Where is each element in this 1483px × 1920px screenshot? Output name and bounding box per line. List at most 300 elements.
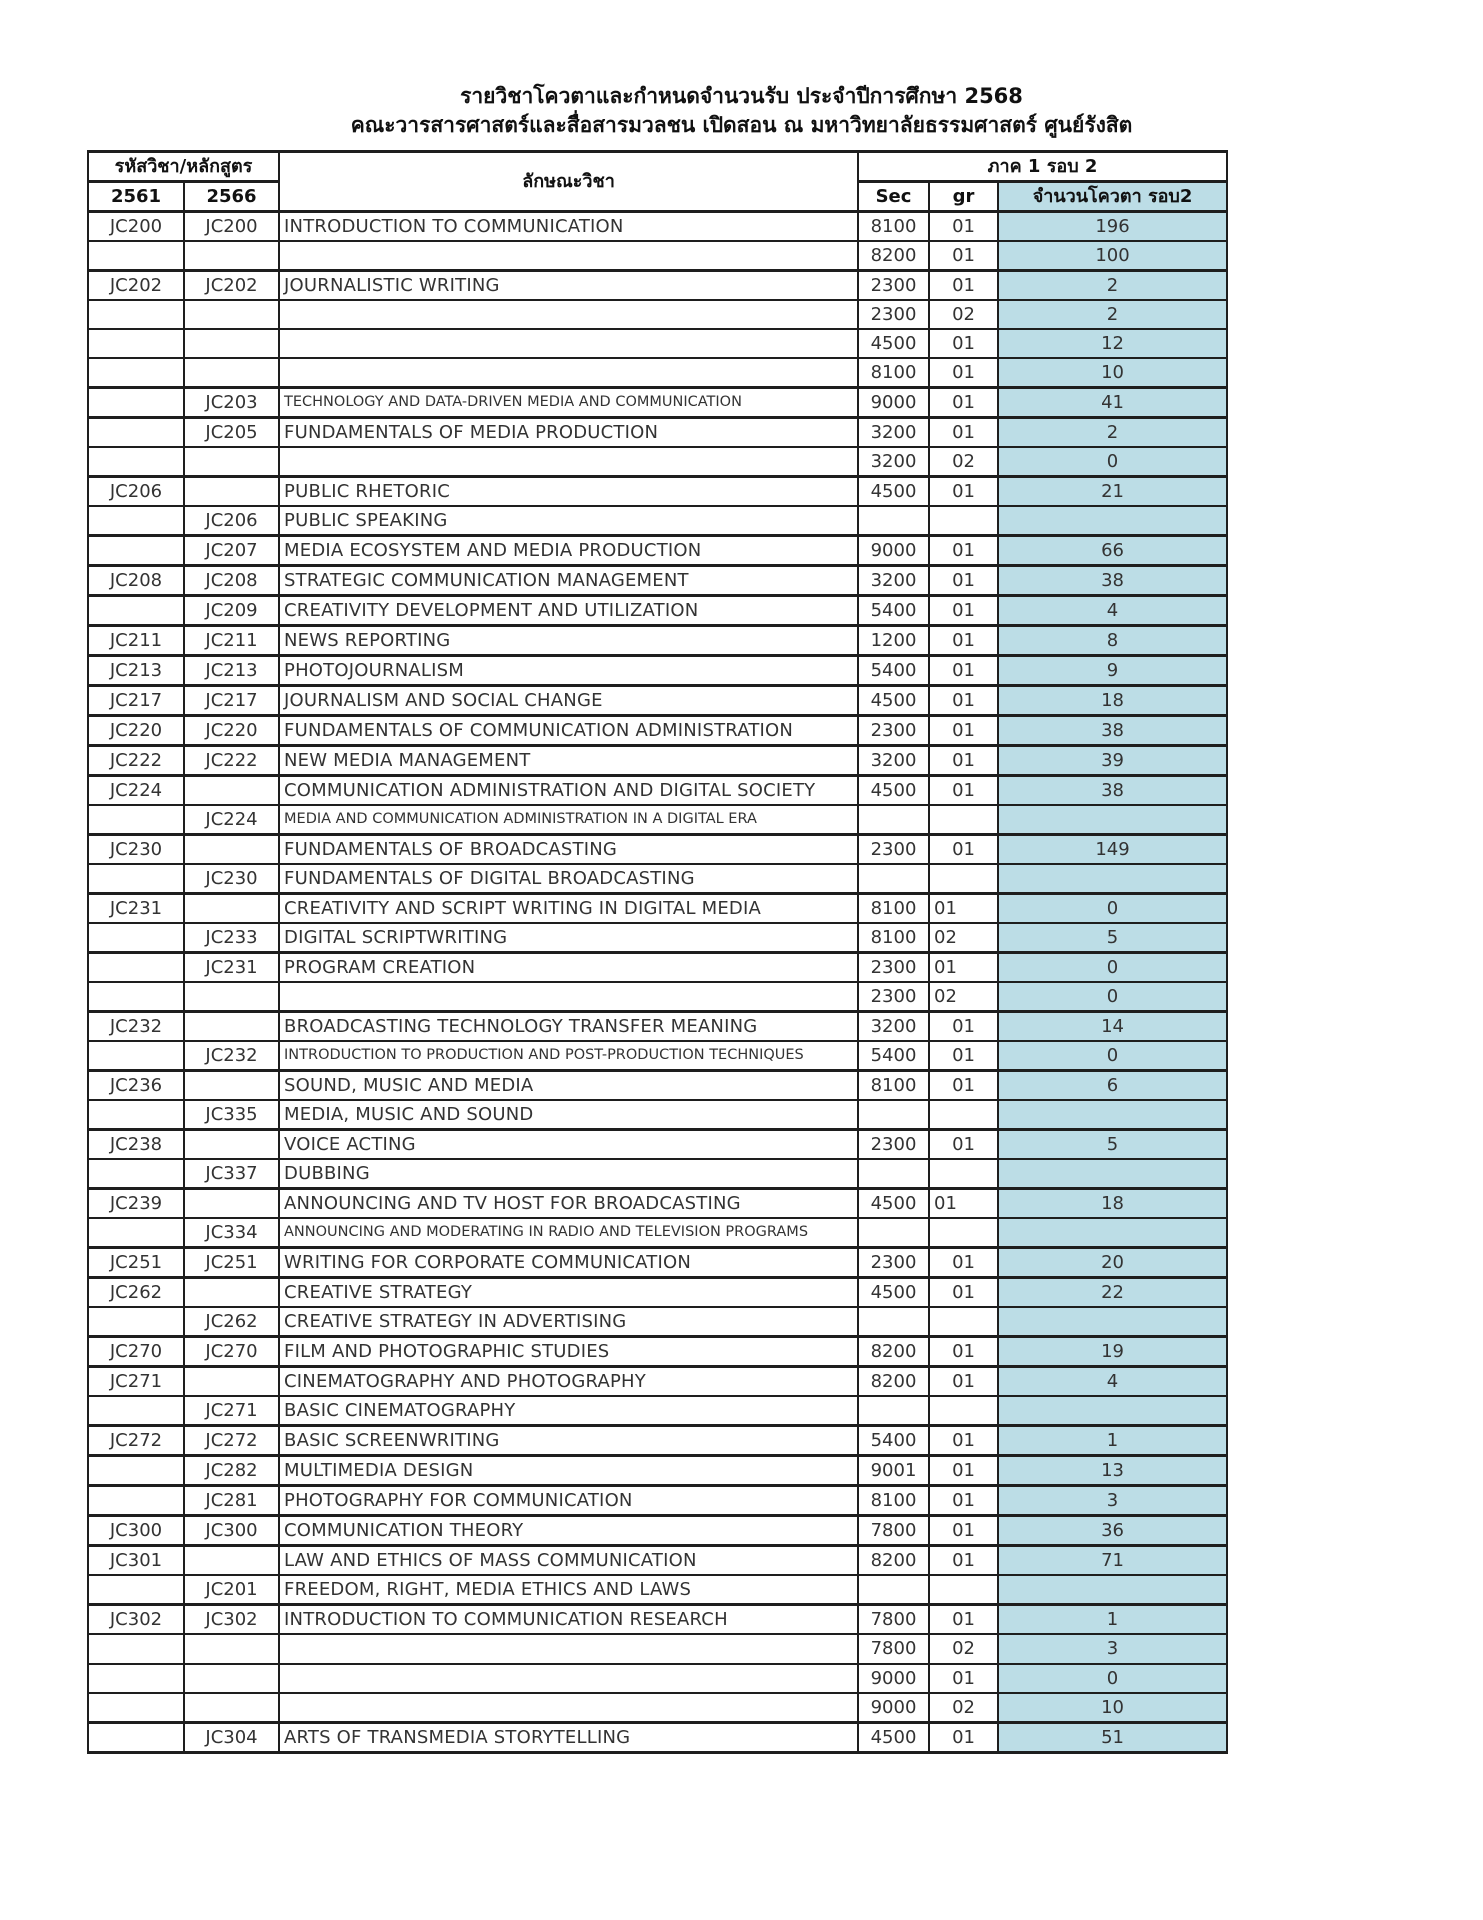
course-code-2561 [88,1722,184,1752]
table-row [88,1456,1227,1486]
quota-value: 5 [998,923,1227,953]
table-row [88,1516,1227,1546]
group-number: 01 [929,776,998,806]
section-number: 3200 [858,447,929,477]
course-code-2561: JC200 [88,212,184,242]
quota-value: 66 [998,536,1227,566]
group-number: 01 [929,716,998,746]
quota-value: 21 [998,477,1227,507]
course-code-2561: JC251 [88,1248,184,1278]
table-body [88,212,1227,1753]
table-row [88,536,1227,566]
quota-value: 18 [998,1189,1227,1219]
header-gr: gr [929,182,998,212]
quota-value: 3 [998,1634,1227,1663]
group-number: 01 [929,1189,998,1219]
quota-value: 38 [998,716,1227,746]
quota-value: 9 [998,656,1227,686]
course-code-2561: JC217 [88,686,184,716]
header-course-name: ลักษณะวิชา [279,152,858,212]
course-code-2566: JC200 [184,212,279,242]
quota-value: 12 [998,329,1227,358]
course-code-2561 [88,447,184,477]
table-row [88,982,1227,1012]
section-number: 8200 [858,1337,929,1367]
course-name: INTRODUCTION TO PRODUCTION AND POST-PRODUCTION TECHNIQUES [279,1041,858,1071]
quota-value: 18 [998,686,1227,716]
table-row [88,1664,1227,1693]
course-code-2561: JC238 [88,1130,184,1160]
course-name: JOURNALISM AND SOCIAL CHANGE [279,686,858,716]
section-number: 2300 [858,982,929,1012]
course-code-2561 [88,358,184,388]
course-code-2561 [88,1664,184,1693]
course-code-2566 [184,776,279,806]
course-code-2566: JC262 [184,1307,279,1337]
course-name: CREATIVITY DEVELOPMENT AND UTILIZATION [279,596,858,626]
course-code-2561: JC232 [88,1012,184,1042]
course-name: JOURNALISTIC WRITING [279,271,858,301]
section-number: 3200 [858,746,929,776]
course-code-2561: JC301 [88,1546,184,1576]
course-code-2561 [88,1307,184,1337]
section-number: 8200 [858,1546,929,1576]
course-name [279,1664,858,1693]
table-row [88,1486,1227,1516]
section-number: 3200 [858,566,929,596]
course-code-2566: JC231 [184,953,279,983]
course-name [279,1634,858,1663]
table-row [88,1159,1227,1189]
section-number: 8100 [858,1486,929,1516]
group-number: 01 [929,418,998,448]
course-code-2566: JC271 [184,1396,279,1426]
table-row [88,1218,1227,1248]
course-name [279,358,858,388]
course-code-2561 [88,1634,184,1663]
table-row [88,626,1227,656]
course-code-2566: JC203 [184,388,279,418]
table-row [88,1634,1227,1663]
table-row [88,1693,1227,1723]
header-course-code: รหัสวิชา/หลักสูตร [88,152,279,182]
course-code-2566 [184,1189,279,1219]
course-code-2561 [88,388,184,418]
table-row [88,1546,1227,1576]
quota-value [998,805,1227,835]
course-name: CINEMATOGRAPHY AND PHOTOGRAPHY [279,1367,858,1397]
group-number: 01 [929,686,998,716]
course-code-2561 [88,596,184,626]
course-code-2561: JC206 [88,477,184,507]
group-number [929,805,998,835]
group-number: 02 [929,923,998,953]
course-code-2566 [184,1278,279,1308]
group-number: 01 [929,1071,998,1101]
section-number [858,805,929,835]
quota-value [998,1100,1227,1130]
course-code-2566: JC224 [184,805,279,835]
table-row [88,1605,1227,1635]
section-number [858,1307,929,1337]
quota-value [998,864,1227,894]
section-number: 4500 [858,1722,929,1752]
table-row [88,686,1227,716]
header-term: ภาค 1 รอบ 2 [858,152,1227,182]
course-name: INTRODUCTION TO COMMUNICATION [279,212,858,242]
course-name: VOICE ACTING [279,1130,858,1160]
course-name [279,1693,858,1723]
course-code-2566: JC202 [184,271,279,301]
section-number: 9000 [858,1664,929,1693]
table-row [88,805,1227,835]
quota-value [998,506,1227,536]
quota-value: 1 [998,1426,1227,1456]
table-row [88,1722,1227,1752]
table-row [88,241,1227,271]
course-code-2561 [88,1693,184,1723]
course-code-2561: JC202 [88,271,184,301]
group-number: 02 [929,300,998,329]
section-number: 8100 [858,212,929,242]
group-number: 01 [929,241,998,271]
course-name [279,447,858,477]
table-row [88,1307,1227,1337]
quota-value [998,1159,1227,1189]
section-number: 4500 [858,329,929,358]
course-code-2561: JC230 [88,835,184,865]
group-number [929,1396,998,1426]
section-number [858,1159,929,1189]
table-row [88,566,1227,596]
table-row [88,1189,1227,1219]
group-number: 01 [929,329,998,358]
course-code-2566: JC211 [184,626,279,656]
table-row [88,1367,1227,1397]
section-number: 2300 [858,1130,929,1160]
course-code-2566: JC217 [184,686,279,716]
course-name: INTRODUCTION TO COMMUNICATION RESEARCH [279,1605,858,1635]
section-number: 2300 [858,716,929,746]
header-year-2561: 2561 [88,182,184,212]
section-number: 2300 [858,271,929,301]
table-row [88,1100,1227,1130]
table-row [88,447,1227,477]
course-name: BASIC CINEMATOGRAPHY [279,1396,858,1426]
course-code-2561: JC271 [88,1367,184,1397]
course-name: MEDIA, MUSIC AND SOUND [279,1100,858,1130]
group-number: 01 [929,953,998,983]
quota-value: 196 [998,212,1227,242]
course-name: NEW MEDIA MANAGEMENT [279,746,858,776]
course-code-2566 [184,1071,279,1101]
course-code-2561 [88,805,184,835]
course-code-2566: JC201 [184,1575,279,1605]
course-name: PHOTOJOURNALISM [279,656,858,686]
table-row [88,1012,1227,1042]
quota-value: 149 [998,835,1227,865]
course-code-2566: JC220 [184,716,279,746]
course-name: FILM AND PHOTOGRAPHIC STUDIES [279,1337,858,1367]
course-code-2561 [88,300,184,329]
quota-value: 10 [998,1693,1227,1723]
course-code-2566: JC282 [184,1456,279,1486]
quota-value: 4 [998,596,1227,626]
quota-value: 0 [998,447,1227,477]
group-number [929,1100,998,1130]
section-number: 9000 [858,388,929,418]
table-row [88,864,1227,894]
course-code-2561 [88,982,184,1012]
course-code-2566 [184,894,279,924]
table-row [88,300,1227,329]
section-number: 5400 [858,1426,929,1456]
table-row [88,477,1227,507]
header-quota: จำนวนโควตา รอบ2 [998,182,1227,212]
section-number [858,1100,929,1130]
course-code-2566 [184,1546,279,1576]
quota-value: 51 [998,1722,1227,1752]
quota-value [998,1218,1227,1248]
table-row [88,1278,1227,1308]
quota-value: 1 [998,1605,1227,1635]
course-name: TECHNOLOGY AND DATA-DRIVEN MEDIA AND COMMUNICATION [279,388,858,418]
quota-value: 2 [998,300,1227,329]
course-code-2561 [88,1041,184,1071]
group-number: 01 [929,1546,998,1576]
course-name: BASIC SCREENWRITING [279,1426,858,1456]
course-name: LAW AND ETHICS OF MASS COMMUNICATION [279,1546,858,1576]
quota-value: 6 [998,1071,1227,1101]
table-row [88,418,1227,448]
table-row [88,1426,1227,1456]
course-code-2566: JC232 [184,1041,279,1071]
group-number [929,864,998,894]
section-number [858,1396,929,1426]
course-name: DUBBING [279,1159,858,1189]
section-number [858,864,929,894]
document-title [0,82,1483,140]
course-code-2561 [88,1486,184,1516]
group-number: 01 [929,212,998,242]
table-row [88,1575,1227,1605]
group-number [929,1218,998,1248]
quota-value: 2 [998,271,1227,301]
quota-table [87,150,1228,1754]
course-code-2566 [184,835,279,865]
quota-value: 41 [998,388,1227,418]
course-code-2561 [88,1575,184,1605]
course-name: CREATIVE STRATEGY IN ADVERTISING [279,1307,858,1337]
course-code-2566 [184,329,279,358]
course-name: BROADCASTING TECHNOLOGY TRANSFER MEANING [279,1012,858,1042]
course-code-2566: JC233 [184,923,279,953]
group-number: 01 [929,477,998,507]
table-row [88,776,1227,806]
course-code-2561: JC208 [88,566,184,596]
course-name [279,329,858,358]
course-code-2566 [184,1367,279,1397]
course-name [279,300,858,329]
course-code-2561 [88,329,184,358]
group-number: 01 [929,566,998,596]
group-number: 02 [929,1634,998,1663]
course-code-2561 [88,418,184,448]
section-number: 1200 [858,626,929,656]
course-name: FUNDAMENTALS OF COMMUNICATION ADMINISTRATION [279,716,858,746]
course-name: NEWS REPORTING [279,626,858,656]
group-number: 01 [929,656,998,686]
course-name: MULTIMEDIA DESIGN [279,1456,858,1486]
group-number: 01 [929,1426,998,1456]
course-code-2566 [184,1664,279,1693]
table-row [88,894,1227,924]
section-number: 4500 [858,1189,929,1219]
quota-value: 14 [998,1012,1227,1042]
course-code-2561 [88,1456,184,1486]
course-name: FUNDAMENTALS OF BROADCASTING [279,835,858,865]
course-code-2566: JC207 [184,536,279,566]
course-code-2561 [88,536,184,566]
course-name: STRATEGIC COMMUNICATION MANAGEMENT [279,566,858,596]
quota-value: 0 [998,894,1227,924]
course-code-2566: JC251 [184,1248,279,1278]
section-number: 4500 [858,686,929,716]
table-row [88,212,1227,242]
course-code-2561: JC272 [88,1426,184,1456]
course-name: ANNOUNCING AND TV HOST FOR BROADCASTING [279,1189,858,1219]
course-code-2566 [184,1012,279,1042]
section-number: 2300 [858,953,929,983]
table-row [88,1130,1227,1160]
course-name: FREEDOM, RIGHT, MEDIA ETHICS AND LAWS [279,1575,858,1605]
course-code-2566 [184,358,279,388]
table-row [88,1396,1227,1426]
table-row [88,923,1227,953]
section-number: 8100 [858,894,929,924]
section-number: 9001 [858,1456,929,1486]
section-number [858,1575,929,1605]
course-name: ANNOUNCING AND MODERATING IN RADIO AND TELEVISION PROGRAMS [279,1218,858,1248]
table-row [88,953,1227,983]
group-number: 01 [929,1367,998,1397]
course-name: ARTS OF TRANSMEDIA STORYTELLING [279,1722,858,1752]
course-code-2566: JC300 [184,1516,279,1546]
quota-value: 4 [998,1367,1227,1397]
table-row [88,1337,1227,1367]
course-name: CREATIVITY AND SCRIPT WRITING IN DIGITAL MEDIA [279,894,858,924]
group-number: 02 [929,1693,998,1723]
course-code-2566 [184,477,279,507]
group-number [929,1307,998,1337]
table-row [88,506,1227,536]
quota-value: 0 [998,953,1227,983]
quota-value: 19 [998,1337,1227,1367]
course-code-2566 [184,241,279,271]
course-code-2561 [88,241,184,271]
section-number: 8100 [858,358,929,388]
course-name: CREATIVE STRATEGY [279,1278,858,1308]
course-code-2561: JC213 [88,656,184,686]
section-number: 2300 [858,1248,929,1278]
quota-value: 100 [998,241,1227,271]
quota-value [998,1396,1227,1426]
course-code-2566: JC304 [184,1722,279,1752]
course-code-2566: JC230 [184,864,279,894]
course-code-2566: JC222 [184,746,279,776]
course-code-2566 [184,982,279,1012]
course-code-2566: JC337 [184,1159,279,1189]
course-code-2561: JC300 [88,1516,184,1546]
course-code-2561: JC236 [88,1071,184,1101]
course-code-2561: JC211 [88,626,184,656]
course-name: DIGITAL SCRIPTWRITING [279,923,858,953]
section-number [858,506,929,536]
course-code-2561 [88,1100,184,1130]
course-code-2566: JC281 [184,1486,279,1516]
header-year-2566: 2566 [184,182,279,212]
quota-value: 36 [998,1516,1227,1546]
course-code-2566: JC302 [184,1605,279,1635]
section-number: 5400 [858,596,929,626]
group-number: 01 [929,596,998,626]
course-name: SOUND, MUSIC AND MEDIA [279,1071,858,1101]
quota-value: 0 [998,1664,1227,1693]
course-code-2561: JC262 [88,1278,184,1308]
section-number: 8100 [858,1071,929,1101]
course-code-2561: JC231 [88,894,184,924]
section-number: 8200 [858,241,929,271]
course-name: COMMUNICATION THEORY [279,1516,858,1546]
section-number: 4500 [858,776,929,806]
header-sec: Sec [858,182,929,212]
course-code-2561 [88,923,184,953]
group-number: 01 [929,835,998,865]
quota-value: 2 [998,418,1227,448]
group-number: 01 [929,894,998,924]
course-name: WRITING FOR CORPORATE COMMUNICATION [279,1248,858,1278]
group-number: 01 [929,1130,998,1160]
quota-value: 38 [998,566,1227,596]
group-number: 01 [929,626,998,656]
group-number: 01 [929,1456,998,1486]
table-row [88,1041,1227,1071]
course-code-2561: JC220 [88,716,184,746]
course-name [279,982,858,1012]
course-code-2561 [88,506,184,536]
course-code-2566: JC335 [184,1100,279,1130]
quota-value [998,1575,1227,1605]
title-line-2: คณะวารสารศาสตร์และสื่อสารมวลชน เปิดสอน ณ มหาวิทยาลัยธรรมศาสตร์ ศูนย์รังสิต [350,113,1133,137]
course-code-2561 [88,1396,184,1426]
section-number [858,1218,929,1248]
course-name: PUBLIC SPEAKING [279,506,858,536]
table-row [88,596,1227,626]
group-number: 01 [929,271,998,301]
course-code-2566: JC213 [184,656,279,686]
section-number: 9000 [858,536,929,566]
group-number: 01 [929,1722,998,1752]
course-code-2566: JC209 [184,596,279,626]
section-number: 7800 [858,1516,929,1546]
section-number: 5400 [858,656,929,686]
section-number: 8200 [858,1367,929,1397]
group-number: 01 [929,1486,998,1516]
section-number: 2300 [858,835,929,865]
group-number: 01 [929,1664,998,1693]
course-code-2566: JC334 [184,1218,279,1248]
table-row [88,358,1227,388]
